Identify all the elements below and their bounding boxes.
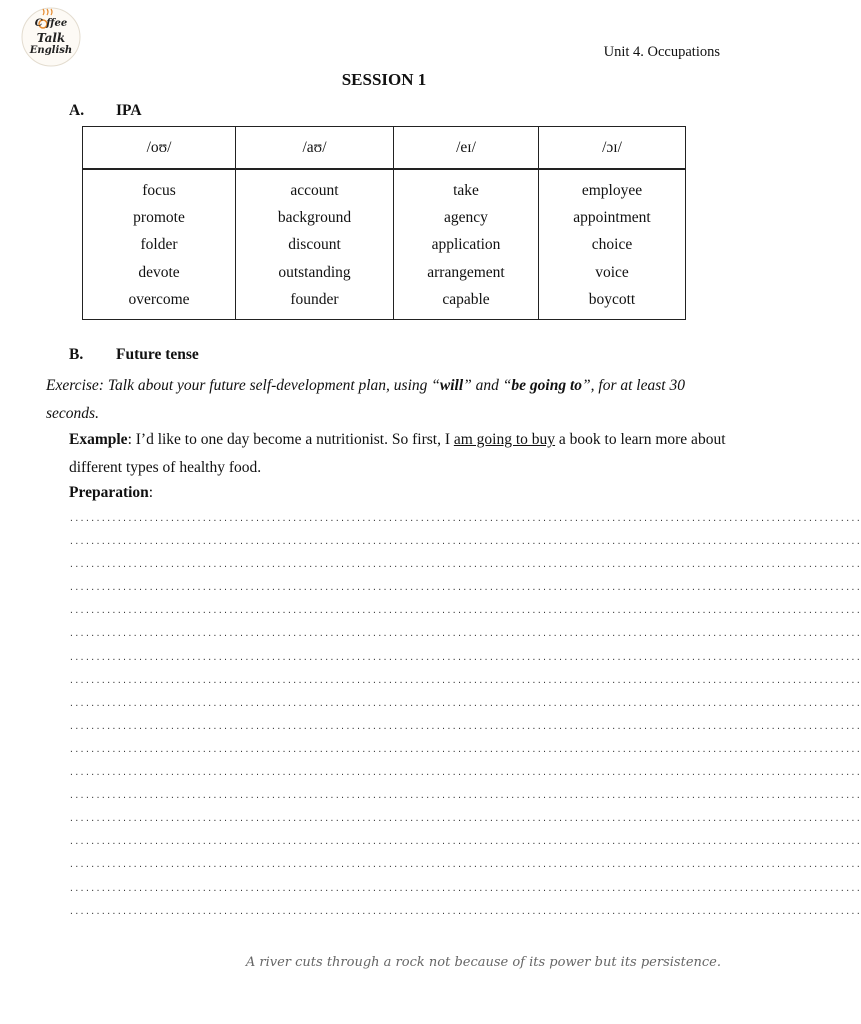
ipa-word: account <box>290 182 339 199</box>
ipa-word: focus <box>142 182 176 199</box>
answer-lines <box>69 507 861 923</box>
ipa-word: outstanding <box>278 263 351 281</box>
section-a-title: IPA <box>116 102 142 119</box>
dotted-answer-line[interactable]: ..................................................................................................................................................... <box>69 514 861 523</box>
dotted-answer-line[interactable]: ..................................................................................................................................................... <box>69 906 861 916</box>
ipa-column-au <box>236 169 394 320</box>
dotted-answer-line[interactable]: ..................................................................................................................................................... <box>69 768 861 778</box>
example-text-1: : I’d like to one day become a nutritionist. So first, I <box>127 431 454 448</box>
dotted-answer-line[interactable]: ..................................................................................................................................................... <box>69 883 861 893</box>
ipa-header-au: /aʊ/ <box>236 127 394 170</box>
ipa-word: choice <box>591 236 633 254</box>
dotted-answer-line[interactable]: ..................................................................................................................................................... <box>69 791 861 801</box>
dotted-answer-line[interactable]: ..................................................................................................................................................... <box>69 721 861 731</box>
ipa-word: founder <box>290 290 339 308</box>
ipa-word: take <box>453 182 479 199</box>
ipa-column-ei <box>394 169 539 320</box>
ipa-word: discount <box>288 236 341 254</box>
exercise-going-to: be going to <box>511 377 583 394</box>
logo-word-talk: Talk <box>36 31 66 45</box>
exercise-instructions <box>46 372 726 427</box>
dotted-answer-line[interactable]: ..................................................................................................................................................... <box>69 814 861 824</box>
ipa-header-oi: /ɔɪ/ <box>539 127 686 170</box>
ipa-header-row <box>83 127 686 170</box>
ipa-word: agency <box>444 209 488 227</box>
dotted-answer-line[interactable]: ..................................................................................................................................................... <box>69 837 861 847</box>
dotted-answer-line[interactable]: ..................................................................................................................................................... <box>69 629 861 639</box>
ipa-header-ou: /oʊ/ <box>83 127 236 170</box>
coffee-talk-english-logo <box>19 6 83 68</box>
example-paragraph <box>69 426 729 481</box>
logo-word-english: English <box>29 45 73 56</box>
preparation-word: Preparation <box>69 484 149 501</box>
logo-word-coffee: C ffee <box>34 18 68 29</box>
section-b-heading <box>69 346 199 364</box>
exercise-prefix: Exercise: Talk about your future self-development plan, using “ <box>46 377 440 394</box>
dotted-answer-line[interactable]: ..................................................................................................................................................... <box>69 560 861 570</box>
dotted-answer-line[interactable]: ..................................................................................................................................................... <box>69 675 861 685</box>
section-b-letter: B. <box>69 346 84 363</box>
unit-title: Unit 4. Occupations <box>603 44 720 60</box>
exercise-suffix: ”, for at least 30 seconds. <box>46 377 685 422</box>
ipa-word: appointment <box>573 209 651 227</box>
section-b-title: Future tense <box>116 346 199 363</box>
preparation-colon: : <box>148 484 154 501</box>
ipa-table <box>82 126 686 320</box>
dotted-answer-line[interactable]: ..................................................................................................................................................... <box>69 606 861 616</box>
ipa-column-ou <box>83 169 236 320</box>
ipa-word: overcome <box>128 290 190 308</box>
ipa-word: folder <box>140 236 178 254</box>
ipa-word: boycott <box>588 290 636 308</box>
session-title: SESSION 1 <box>341 70 427 89</box>
ipa-header-ei: /eɪ/ <box>394 127 539 170</box>
ipa-column-oi <box>539 169 686 320</box>
ipa-word: application <box>431 236 501 254</box>
exercise-will: will <box>439 377 464 394</box>
section-a-letter: A. <box>69 102 85 119</box>
ipa-word: employee <box>581 182 643 199</box>
dotted-answer-line[interactable]: ..................................................................................................................................................... <box>69 860 861 870</box>
example-underlined: am going to buy <box>453 431 556 448</box>
ipa-words-row <box>83 169 686 320</box>
ipa-word: capable <box>442 290 490 308</box>
ipa-word: background <box>277 209 352 227</box>
example-text-2: a book to learn more about different types of healthy food. <box>69 431 726 476</box>
dotted-answer-line[interactable]: ..................................................................................................................................................... <box>69 583 861 593</box>
preparation-label <box>69 482 153 504</box>
ipa-word: arrangement <box>427 263 505 281</box>
example-label: Example <box>69 431 128 448</box>
dotted-answer-line[interactable]: ..................................................................................................................................................... <box>69 537 861 547</box>
dotted-answer-line[interactable]: ..................................................................................................................................................... <box>69 698 861 708</box>
ipa-word: promote <box>133 209 185 227</box>
ipa-word: devote <box>138 263 180 281</box>
footer-quote: A river cuts through a rock not because of its power but its persistence. <box>245 955 721 970</box>
ipa-word: voice <box>595 263 629 281</box>
exercise-mid: ” and “ <box>463 377 512 394</box>
dotted-answer-line[interactable]: ..................................................................................................................................................... <box>69 744 861 754</box>
dotted-answer-line[interactable]: ..................................................................................................................................................... <box>69 652 861 662</box>
section-a-heading <box>69 102 142 120</box>
